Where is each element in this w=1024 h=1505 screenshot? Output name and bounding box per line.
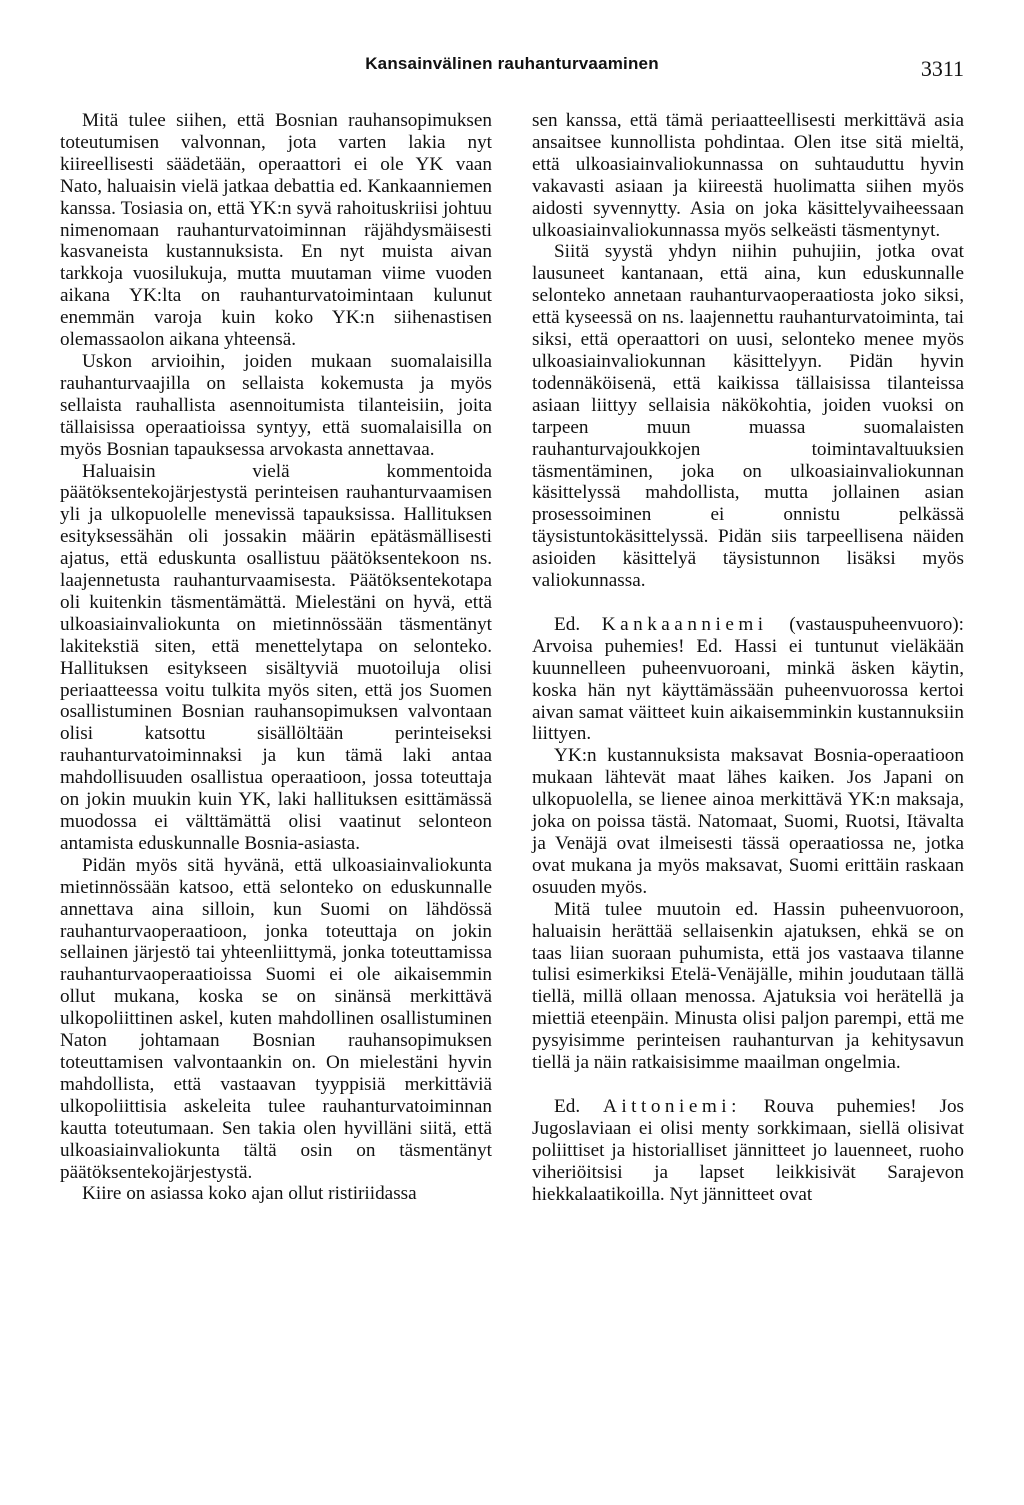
paragraph: Kiire on asiassa koko ajan ollut ristiriidassa bbox=[82, 1183, 417, 1205]
speech-paragraph bbox=[532, 1096, 964, 1206]
right-column bbox=[532, 110, 964, 1206]
speaker-prefix: Ed. bbox=[554, 1095, 581, 1117]
paragraph: Pidän myös sitä hyvänä, että ulkoasiainvaliokunta mietinnössään katsoo, että selonteko on eduskunnalle annettava aina silloin, kun Suomi on lähdössä rauhanturvaoperaatioon, jonka toteuttaja on jokin sellainen järjestö tai yhteenliittymä, jonka toteuttamissa rauhanturvaoperaatioissa Suomi ei ole aikaisemmin ollut mukana, koska se on sinänsä merkittävä ulkopoliittinen askel, kuten mahdollinen osallistuminen Naton johtamaan Bosnian rauhansopimuksen toteuttamisen valvontaankin on. On mielestäni hyvin mahdollista, että vastaavan tyyppisiä merkittäviä ulkopoliittisia askeleita tulee rauhanturvatoiminnan kautta toteutumaan. Sen takia olen hyvilläni siitä, että ulkoasiainvaliokunta tältä osin on täsmentänyt päätöksentekojärjestystä. bbox=[60, 854, 492, 1183]
paragraph: Siitä syystä yhdyn niihin puhujiin, jotka ovat lausuneet kantanaan, että aina, kun eduskunnalle selonteko annetaan rauhanturvaoperaatiosta joko siksi, että kyseessä on ns. laajennettu rauhanturvatoiminta, tai siksi, että operaattori on uusi, selonteko menee myös ulkoasiainvaliokunnan käsittelyyn. Pidän hyvin todennäköisenä, että kaikissa tällaisissa tilanteissa asiaan liittyy sellaisia näkökohtia, joiden vuoksi on tarpeen muun muassa suomalaisten rauhanturvajoukkojen toimintavaltuuksien täsmentäminen, joka on ulkoasiainvaliokunnan käsittelyssä mahdollista, mutta jollainen asian prosessoiminen ei onnistu pelkässä täysistuntokäsittelyssä. Pidän siis tarpeellisena näiden asioiden käsittelyä täysistunnon lisäksi myös valiokunnassa. bbox=[532, 241, 964, 592]
page-number: 3311 bbox=[920, 56, 964, 81]
speaker-role: (vastauspuheenvuoro): bbox=[789, 613, 965, 635]
paragraph: Mitä tulee siihen, että Bosnian rauhansopimuksen toteutumisen valvonnan, jota varten lakia nyt kiireellisesti säädetään, operaattori ei ole YK vaan Nato, haluaisin vielä jatkaa debattia ed. Kankaanniemen kanssa. Tosiasia on, että YK:n syvä rahoituskriisi johtuu nimenomaan rauhanturvatoiminnan räjähdysmäisesti kasvaneista kustannuksista. En nyt muista aivan tarkkoja vuosilukuja, mutta muutaman viime vuoden aikana YK:lta on rauhanturvatoimintaan kulunut enemmän varoja kuin koko YK:n siihenastisen olemassaolon aikana yhteensä. bbox=[60, 110, 492, 351]
speaker-name: Kankaanniemi bbox=[601, 613, 768, 635]
running-head bbox=[60, 52, 964, 92]
paragraph: Mitä tulee muutoin ed. Hassin puheenvuoroon, haluaisin herättää sellaisenkin ajatuksen, ehkä se on taas liian suoraan puhumista, että jos vastaava tilanne tulisi esimerkiksi Etelä-Venäjälle, mihin joudutaan tällä tiellä, millä ollaan menossa. Ajatuksia voi herätellä ja miettiä eteenpäin. Minusta olisi paljon parempi, että me pysyisimme perinteisen rauhanturvan ja kehitysavun tiellä ja näin ratkaisisimme maailman ongelmia. bbox=[532, 898, 964, 1074]
speaker-prefix: Ed. bbox=[554, 613, 581, 635]
paragraph: Haluaisin vielä kommentoida päätöksentekojärjestystä perinteisen rauhanturvaamisen yli ja ulkopuolelle menevissä tapauksissa. Hallituksen esityksessähän oli jossakin määrin epätäsmällisesti ajatus, että eduskunta osallistuu päätöksentekoon ns. laajennetusta rauhanturvaamisesta. Päätöksentekotapa oli kuitenkin täsmentämättä. Mielestäni on hyvä, että ulkoasiainvaliokunta on mietinnössään täsmentänyt lakitekstiä siten, että menettelytapa on selonteko. Hallituksen esitykseen sisältyviä muotoiluja olisi periaatteessa voitu tulkita myös siten, että jos Suomen osallistuminen Bosnian rauhansopimuksen valvontaan olisi katsottu sisällöltään perinteiseksi rauhanturvatoiminnaksi ja kun tämä laki antaa mahdollisuuden osallistua operaatioon, jossa toteuttaja on jokin muukin kuin YK, laki hallituksen esittämässä muodossa ei välttämättä olisi vaatinut selonteon antamista eduskunnalle Bosnia-asiasta. bbox=[60, 460, 492, 854]
paragraph: sen kanssa, että tämä periaatteellisesti merkittävä asia ansaitsee kunnollista pohdintaa. Olen itse sitä mieltä, että ulkoasiainvaliokunnassa on suhtauduttu hyvin vakavasti asiaan ja kiireestä huolimatta siihen myös aidosti syvennytty. Asia on joka käsittelyvaiheessaan ulkoasiainvaliokunnassa myös selkeästi täsmentynyt. bbox=[532, 110, 964, 241]
running-title: Kansainvälinen rauhanturvaaminen bbox=[365, 54, 659, 73]
speaker-name: Aittoniemi: bbox=[602, 1095, 741, 1117]
speech-paragraph bbox=[532, 614, 964, 745]
paragraph: YK:n kustannuksista maksavat Bosnia-operaatioon mukaan lähtevät maat lähes kaiken. Jos Japani on ulkopuolella, se lienee ainoa merkittävä YK:n maksaja, joka on poissa tästä. Natomaat, Suomi, Ruotsi, Itävalta ja Venäjä ovat ilmeisesti tässä operaatiossa ne, jotka ovat mukana ja myös maksavat, Suomi erittäin raskaan osuuden myös. bbox=[532, 745, 964, 898]
speech-text: Rouva puhemies! Jos Jugoslaviaan ei olisi menty sorkkimaan, siellä olisivat poliittiset ja historialliset jännitteet jo lauenneet, ruoho viheriöitsisi ja lapset leikkisivät Sarajevon hiekkalaatikoilla. Nyt jännitteet ovat bbox=[532, 1095, 965, 1205]
speech-text: Arvoisa puhemies! Ed. Hassi ei tuntunut vieläkään kuunnelleen puheenvuoroani, minkä äsken käytin, koska hän nyt käyttämässään puheenvuorossa kertoi aivan samat väitteet kuin aikaisemminkin kustannuksiin liittyen. bbox=[532, 635, 964, 745]
paragraph: Uskon arvioihin, joiden mukaan suomalaisilla rauhanturvaajilla on sellaista kokemusta ja myös sellaista rauhallista asennoitumista tilanteisiin, joita tällaisissa operaatioissa syntyy, että suomalaisilla on myös Bosnian tapauksessa arvokasta annettavaa. bbox=[60, 350, 492, 460]
left-column bbox=[60, 110, 492, 1205]
